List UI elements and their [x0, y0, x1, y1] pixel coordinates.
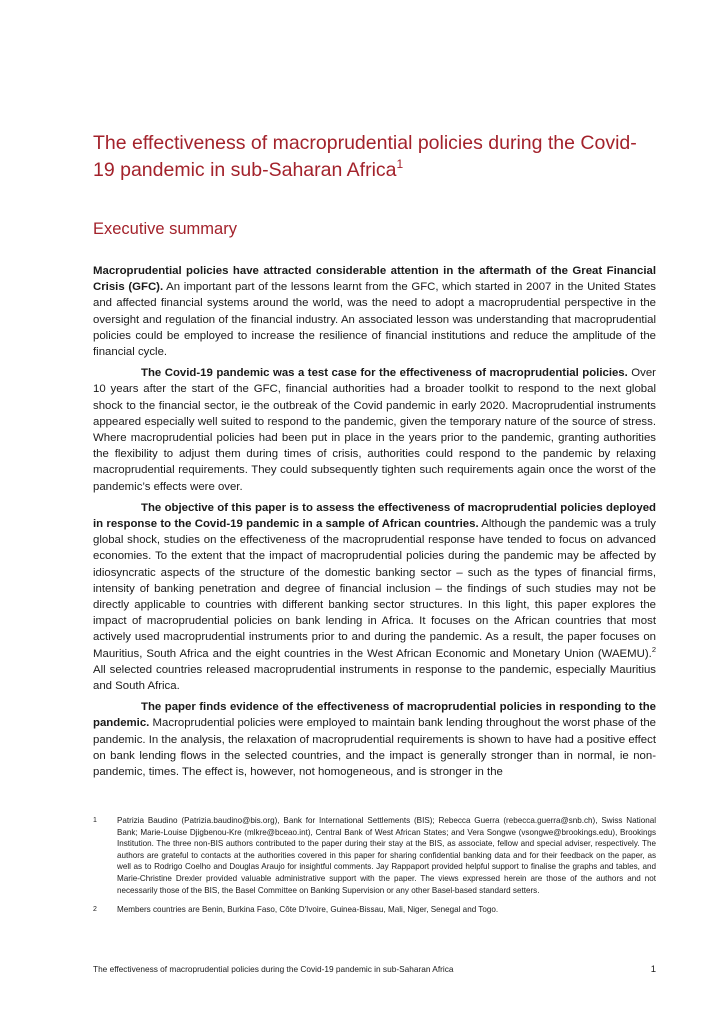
paragraph-3-lead: The objective of this paper is to assess the effectiveness of macroprudential policies deployed in response to the Covid-19 pandemic in a sample of African countries.: [93, 501, 656, 531]
paragraph-3: [93, 500, 656, 694]
paragraph-1-lead: Macroprudential policies have attracted considerable attention in the aftermath of the Great Financial Crisis (GFC).: [93, 265, 656, 294]
page-number: 1: [650, 964, 656, 975]
footnote-1-number: 1: [93, 817, 97, 824]
section-heading: Executive summary: [93, 220, 237, 238]
paragraph-3-text-after: All selected countries released macroprudential instruments in response to the pandemic, especially Mauritius and South Africa.: [93, 663, 656, 693]
footnotes: [93, 815, 656, 924]
paragraph-2-lead: The Covid-19 pandemic was a test case for the effectiveness of macroprudential policies.: [141, 367, 628, 380]
paper-title-text: The effectiveness of macroprudential policies during the Covid-19 pandemic in sub-Saharan Africa: [93, 132, 637, 181]
paragraph-1: [93, 263, 656, 360]
paragraph-4-lead: The paper finds evidence of the effectiveness of macroprudential policies in responding to the pandemic.: [93, 701, 656, 730]
paragraph-4: [93, 699, 656, 780]
page-footer: [93, 964, 656, 975]
paragraph-3-text: Although the pandemic was a truly global shock, studies on the effectiveness of the macroprudential response have tended to focus on advanced economies. To the extent that the impact of macroprudential policies during the pandemic may be affected by idiosyncratic aspects of the structure of the domestic banking sector – such as the types of financial firms, intensity of banking penetration and degree of financial inclusion – the findings of such studies may not be directly applicable to countries with different banking sector structures. In this light, this paper explores the impact of macroprudential policies on bank lending in Africa. It focuses on the African countries that most actively used macroprudential instruments prior to and during the pandemic. As a result, the paper focuses on Mauritius, South Africa and the eight countries in the West African Economic and Monetary Union (WAEMU).: [93, 518, 656, 660]
footnote-2: [93, 904, 656, 916]
footnote-1-text: Patrizia Baudino (Patrizia.baudino@bis.org), Bank for International Settlements (BIS); Rebecca Guerra (rebecca.guerra@snb.ch), Swiss National Bank; Marie-Louise Djigbenou-Kre (mlkre@bceao.int), Central Bank of West African States; and Vera Songwe (vsongwe@brookings.edu), Brookings Institution. The three non-BIS authors contributed to the paper during their stay at the BIS, as associate, fellow and special adviser, respectively. The authors are grateful to contacts at the authorities covered in this paper for sharing confidential banking data and for their feedback on the paper, as well as to Rodrigo Coelho and Douglas Araujo for insightful comments. Jay Rappaport provided helpful support to finalise the graphs and tables, and Marie-Christine Drexler provided valuable administrative support with the paper. The views expressed herein are those of the authors and not necessarily those of the BIS, the Basel Committee on Banking Supervision or any other Basel-based standard setters.: [117, 816, 656, 895]
footnote-2-text: Members countries are Benin, Burkina Faso, Côte D'Ivoire, Guinea-Bissau, Mali, Niger, Senegal and Togo.: [117, 905, 499, 915]
footer-running-title: The effectiveness of macroprudential policies during the Covid-19 pandemic in sub-Saharan Africa: [93, 964, 454, 974]
paragraph-4-text: Macroprudential policies were employed to maintain bank lending throughout the worst phase of the pandemic. In the analysis, the relaxation of macroprudential requirements is shown to have had a positive effect on bank lending flows in the selected countries, and the impact is generally stronger than in normal, ie non-pandemic, times. The effect is, however, not homogeneous, and is stronger in the: [93, 717, 656, 779]
footnote-marker-2: 2: [651, 644, 656, 654]
paragraph-2: [93, 365, 656, 495]
footnote-1: [93, 815, 656, 896]
title-footnote-marker: 1: [396, 157, 404, 171]
paragraph-2-text: Over 10 years after the start of the GFC, financial authorities had a broader toolkit to respond to the next global shock to the financial sector, ie the outbreak of the Covid pandemic in early 2020. Macroprudential instruments appeared especially well suited to respond to the pandemic, given the temporary nature of the source of stress. Where macroprudential policies had been put in place in the years prior to the pandemic, granting authorities the flexibility to adjust them during times of crisis, authorities could respond to the pandemic by relaxing macroprudential requirements. They could subsequently tighten such requirements again once the worst of the pandemic’s effects were over.: [93, 367, 656, 493]
paper-title: [93, 130, 653, 184]
footnote-2-number: 2: [93, 906, 97, 914]
body-text: [93, 263, 656, 785]
paragraph-1-text: An important part of the lessons learnt from the GFC, which started in 2007 in the United States and affected financial systems around the world, was the need to adopt a macroprudential perspective in the oversight and regulation of the financial industry. An associated lesson was understanding that macroprudential policies could be employed to increase the resilience of financial institutions and reduce the amplitude of the financial cycle.: [93, 281, 657, 359]
